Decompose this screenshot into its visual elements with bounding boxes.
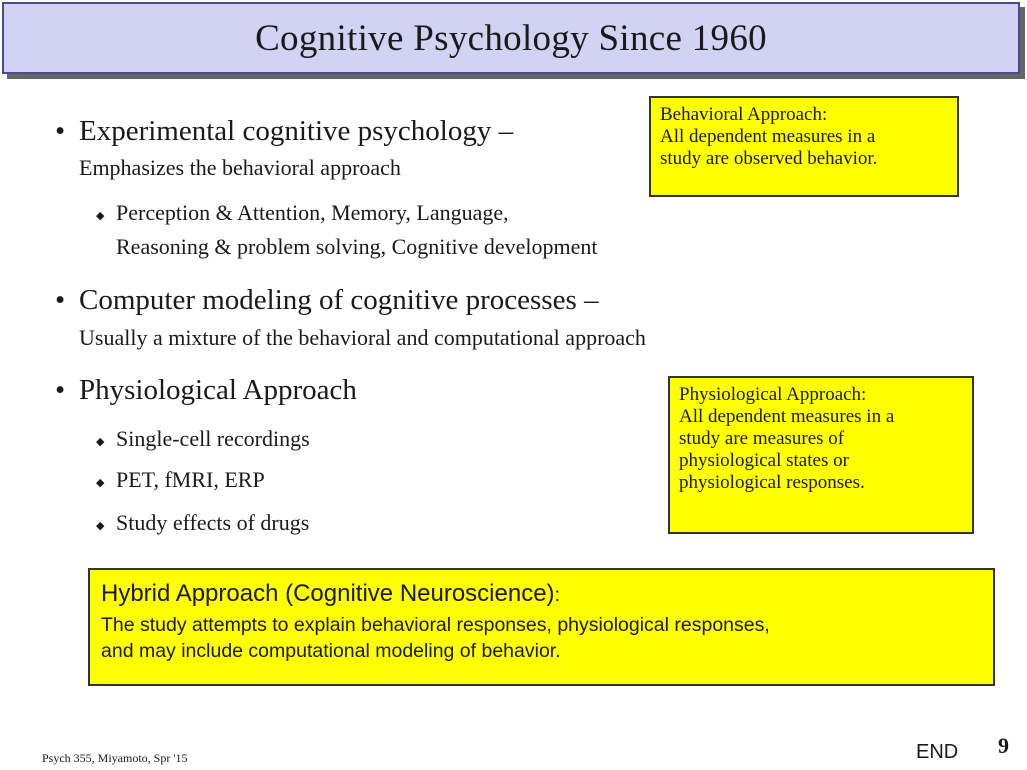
title-bar xyxy=(2,2,1020,74)
section-3-heading: • Physiological Approach xyxy=(55,374,357,406)
hybrid-approach-callout xyxy=(88,568,995,686)
page-title: Cognitive Psychology Since 1960 xyxy=(255,17,767,59)
section-3-item-3: ◆ Study effects of drugs xyxy=(96,510,310,535)
diamond-icon: ◆ xyxy=(96,436,105,448)
hybrid-line: The study attempts to explain behavioral responses, physiological responses, xyxy=(101,614,770,636)
diamond-icon: ◆ xyxy=(96,520,105,532)
diamond-icon: ◆ xyxy=(96,477,105,489)
diamond-icon: ◆ xyxy=(96,210,105,222)
callout-line: physiological states or xyxy=(679,450,849,471)
callout-line: Physiological Approach: xyxy=(679,384,867,405)
callout-line: All dependent measures in a xyxy=(660,126,876,147)
callout-line: study are observed behavior. xyxy=(660,148,878,169)
physiological-approach-callout xyxy=(668,376,974,534)
section-1-subtext: Emphasizes the behavioral approach xyxy=(79,155,401,180)
section-2-heading: • Computer modeling of cognitive processes – xyxy=(55,284,599,316)
section-1-item-1: ◆ Perception & Attention, Memory, Language, xyxy=(96,200,509,225)
course-footer: Psych 355, Miyamoto, Spr '15 xyxy=(42,751,188,765)
section-3-item-2: ◆ PET, fMRI, ERP xyxy=(96,467,265,492)
section-1-heading: • Experimental cognitive psychology – xyxy=(55,115,514,147)
hybrid-line: and may include computational modeling of behavior. xyxy=(101,640,561,662)
section-1-item-2: Reasoning & problem solving, Cognitive development xyxy=(116,234,598,259)
page-number: 9 xyxy=(998,733,1009,758)
behavioral-approach-callout xyxy=(649,96,959,197)
section-3-item-1: ◆ Single-cell recordings xyxy=(96,426,310,451)
callout-line: study are measures of xyxy=(679,428,845,449)
bullet-icon: • xyxy=(55,374,66,406)
bullet-icon: • xyxy=(55,284,66,316)
hybrid-heading: Hybrid Approach (Cognitive Neuroscience): xyxy=(101,580,560,607)
section-2-subtext: Usually a mixture of the behavioral and computational approach xyxy=(79,325,646,350)
callout-line: All dependent measures in a xyxy=(679,406,895,427)
callout-line: Behavioral Approach: xyxy=(660,104,828,125)
bullet-icon: • xyxy=(55,115,66,147)
callout-line: physiological responses. xyxy=(679,472,865,493)
end-label: END xyxy=(916,741,959,763)
